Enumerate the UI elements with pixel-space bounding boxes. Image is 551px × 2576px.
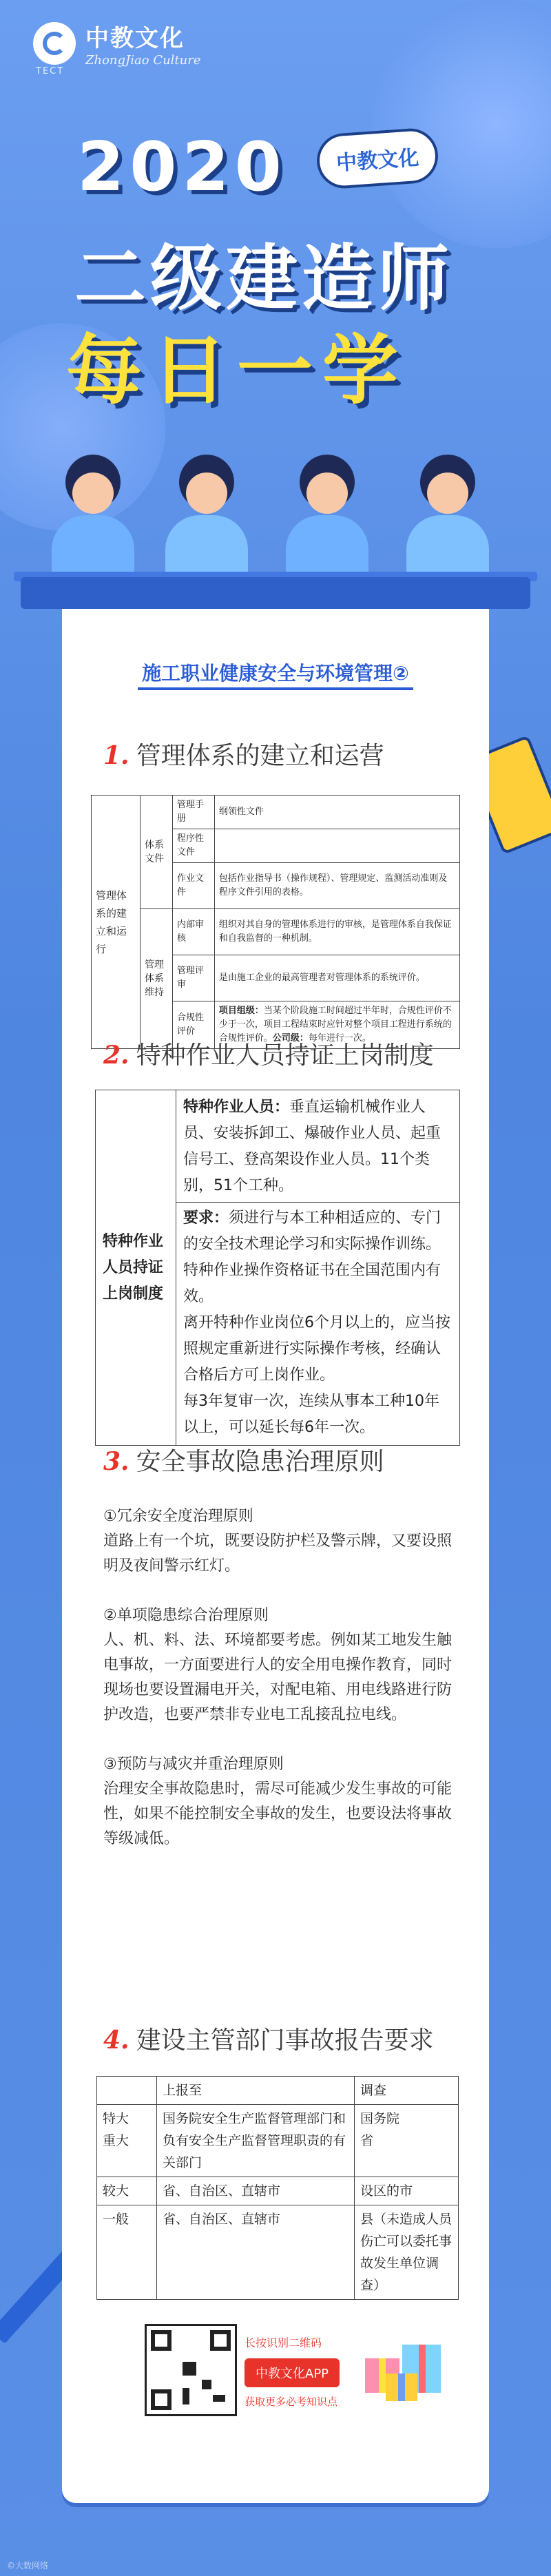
- cell-bold: 项目组级：: [218, 1006, 264, 1016]
- cell-text: 垂直运输机械作业人员、安装拆卸工、爆破作业人员、起重信号工、登高架设作业人员。11个类别，51个工种。: [183, 1099, 441, 1194]
- cell-text: 须进行与本工种相适应的、专门的安全技术理论学习和实际操作训练。: [183, 1209, 441, 1253]
- table-cell: 管理手册: [173, 796, 215, 829]
- gift-box-icon: [358, 2324, 448, 2407]
- logo-icon: [33, 22, 76, 65]
- principle-text: 道路上有一个坑，既要设防护栏及警示牌，又要设照明及夜间警示红灯。: [103, 1533, 453, 1575]
- cell-text: 每年进行一次。: [308, 1033, 371, 1043]
- management-system-table: [91, 795, 460, 1049]
- title-year: 2020: [77, 128, 287, 207]
- table-cell: 国务院 省: [355, 2105, 459, 2177]
- table-cell: [214, 829, 459, 863]
- table-cell: 设区的市: [355, 2177, 459, 2205]
- logo-sub: TECT: [36, 66, 65, 76]
- table-cell: 特种作业人员持证上岗制度: [96, 1090, 176, 1446]
- cell-bold: 公司级：: [272, 1033, 309, 1043]
- section-title: 建设主管部门事故报告要求: [136, 2026, 434, 2055]
- cell-text: 离开特种作业岗位6个月以上的，应当按照规定重新进行实际操作考核，经确认合格后方可上岗作业。: [183, 1314, 450, 1384]
- section-number: 2.: [103, 1041, 129, 1070]
- table-cell: 组织对其自身的管理体系进行的审核，是管理体系自我保证和自我监督的一种机制。: [214, 909, 459, 955]
- section-number: 4.: [103, 2026, 129, 2055]
- table-cell: 管理评审: [173, 955, 215, 1001]
- students-illustration: [38, 427, 513, 592]
- principle-heading: ③预防与减灾并重治理原则: [103, 1756, 284, 1773]
- content-card: [62, 609, 489, 2503]
- table-cell: 国务院安全生产监督管理部门和负有安全生产监督管理职责的有关部门: [157, 2105, 355, 2177]
- cell-text: 当某个阶段施工时间超过半年时，合规性评价不少于一次，项目工程结束时应针对整个项目工程进行系统的合规性评价。: [218, 1006, 452, 1043]
- section-number: 3.: [103, 1447, 129, 1476]
- principle-heading: ②单项隐患综合治理原则: [103, 1607, 269, 1624]
- cell-bold: 特种作业人员：: [183, 1099, 290, 1116]
- table-cell: 作业文件: [173, 863, 215, 909]
- table-cell: 较大: [97, 2177, 157, 2205]
- title-daily: 每日一学: [66, 326, 408, 415]
- table-cell: 包括作业指导书（操作规程）、管理规定、监测活动准则及程序文件引用的表格。: [214, 863, 459, 909]
- table-cell: 管理体系的建立和运行: [92, 796, 141, 1049]
- table-cell: 内部审核: [173, 909, 215, 955]
- section-3-body: [103, 1504, 461, 1851]
- desk: [21, 577, 530, 609]
- principle-text: 治理安全事故隐患时，需尽可能减少发生事故的可能性，如果不能控制安全事故的发生，也要设法将事故等级减低。: [103, 1780, 453, 1847]
- section-4-heading: [103, 2021, 434, 2056]
- table-cell: [176, 1090, 460, 1446]
- table-cell: 管理体系维持: [141, 909, 173, 1049]
- card-title-underline: [138, 687, 413, 690]
- table-cell: 特大 重大: [97, 2105, 157, 2177]
- table-header: 调查: [355, 2077, 459, 2105]
- cell-text: 每3年复审一次，连续从事本工种10年以上，可以延长每6年一次。: [183, 1393, 439, 1436]
- table-row: [97, 2177, 459, 2205]
- section-3-heading: [103, 1442, 384, 1477]
- table-header: [97, 2077, 157, 2105]
- watermark: ©大数网络: [7, 2561, 49, 2570]
- section-title: 安全事故隐患治理原则: [136, 1448, 384, 1476]
- section-1-heading: [103, 736, 384, 771]
- table-cell: 体系文件: [141, 796, 173, 909]
- section-title: 管理体系的建立和运营: [136, 742, 384, 770]
- more-hint: 获取更多必考知识点: [245, 2396, 338, 2408]
- section-number: 1.: [103, 741, 129, 770]
- special-operation-table: [95, 1090, 460, 1446]
- app-button[interactable]: 中教文化APP: [245, 2358, 340, 2387]
- qr-code-icon[interactable]: [145, 2324, 237, 2416]
- accident-report-table: [96, 2076, 459, 2300]
- section-title: 特种作业人员持证上岗制度: [136, 1041, 434, 1070]
- cell-text: 特种作业操作资格证书在全国范围内有效。: [183, 1262, 441, 1305]
- table-cell: 县（未造成人员伤亡可以委托事故发生单位调查）: [355, 2205, 459, 2300]
- section-2-heading: [103, 1036, 434, 1071]
- principle-heading: ①冗余安全度治理原则: [103, 1508, 253, 1525]
- table-cell: 纲领性文件: [214, 796, 459, 829]
- title-badge: 中教文化: [315, 127, 439, 190]
- table-cell: 省、自治区、直辖市: [157, 2205, 355, 2300]
- table-cell: 是由施工企业的最高管理者对管理体系的系统评价。: [214, 955, 459, 1001]
- table-row: [97, 2205, 459, 2300]
- table-cell: 程序性文件: [173, 829, 215, 863]
- table-cell: 合规性评价: [173, 1001, 215, 1049]
- table-header: 上报至: [157, 2077, 355, 2105]
- logo-cn: 中教文化: [85, 25, 185, 52]
- logo: [33, 19, 201, 67]
- scan-hint: 长按识别二维码: [245, 2336, 322, 2349]
- cell-bold: 要求：: [183, 1209, 229, 1227]
- table-row: [97, 2105, 459, 2177]
- table-cell: 一般: [97, 2205, 157, 2300]
- principle-text: 人、机、料、法、环境都要考虑。例如某工地发生触电事故，一方面要进行人的安全用电操作教育，同时现场也要设置漏电开关，对配电箱、用电线路进行防护改造，也要严禁非专业电工乱接乱拉电线。: [103, 1632, 453, 1723]
- card-title: 施工职业健康安全与环境管理②: [142, 662, 409, 685]
- table-cell: 省、自治区、直辖市: [157, 2177, 355, 2205]
- logo-en: ZhongJiao Culture: [85, 53, 201, 67]
- title-main: 二级建造师: [74, 236, 454, 320]
